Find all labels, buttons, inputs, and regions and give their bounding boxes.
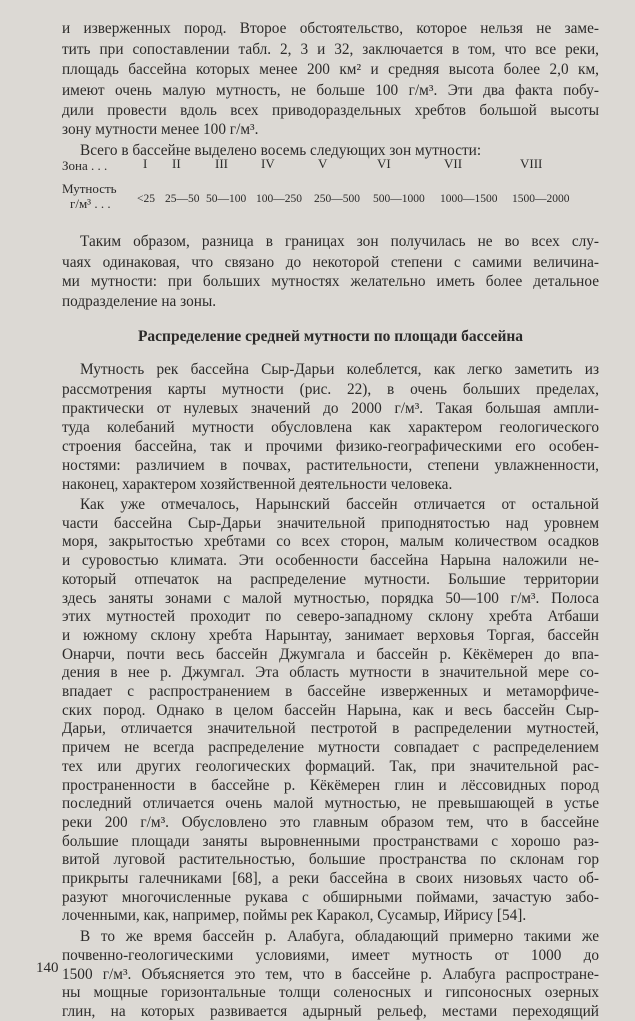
- text-line: разуют многочисленные рукава с обширными поймами, зачастую забо-: [62, 888, 599, 906]
- text-line: здесь заняты зонами с малой мутностью, порядка 50—100 г/м³. Полоса: [62, 589, 599, 607]
- text-line: этих мутностей проходит по северо-западному склону хребта Атбаши: [62, 608, 599, 626]
- range-cell: 1500—2000: [512, 193, 570, 205]
- section-heading: Распределение средней мутности по площади бассейна: [137, 328, 524, 345]
- zone-cell: VII: [444, 156, 463, 171]
- text-line: 1500 г/м³. Объясняется это тем, что в бассейне р. Алабуга распростране-: [62, 965, 599, 983]
- text-line: пространенности в бассейне р. Кёкёмерен глин и лёссовидных пород: [62, 776, 599, 794]
- text-line: большие площади заняты выровненными пространствами с хорошо раз-: [62, 832, 599, 850]
- zone-label: Зона . . .: [62, 158, 108, 173]
- text-line: причем не всегда распределение мутности совпадает с распределением: [62, 739, 599, 757]
- range-cell: 100—250: [256, 193, 302, 205]
- text-line: В то же время бассейн р. Алабуга, обладающий примерно такими же: [80, 928, 599, 946]
- text-line: и южному склону хребта Нарынтау, занимает верховья Торгая, бассейн: [62, 626, 599, 644]
- page-number: 140: [36, 960, 59, 976]
- zone-cell: V: [318, 156, 328, 171]
- text-line: дения в нее р. Джумгал. Эта область мутности в значительной мере со-: [62, 664, 599, 682]
- text-line: лоченными, как, например, поймы рек Каракол, Сусамыр, Ийрису [54].: [62, 907, 527, 925]
- turbidity-unit-label: г/м³ . . .: [70, 196, 111, 211]
- text-line: ны мощные горизонтальные толщи соленосных и гипсоносных озерных: [62, 984, 599, 1002]
- text-line: площадь бассейна которых менее 200 км² и средняя высота более 2,0 км,: [62, 61, 599, 78]
- text-line: витой луговой растительностью, большие пространства по склонам гор: [62, 851, 599, 869]
- range-cell: 500—1000: [373, 193, 425, 205]
- text-line: Онарчи, почти весь бассейн Джумгала и бассейн р. Кёкёмерен до впа-: [62, 645, 599, 663]
- text-line: прикрыты галечниками [68], а реки бассейна в своих низовьях часто об-: [62, 870, 599, 887]
- text-line: почвенно-геологическими условиями, имеет мутность от 1000 до: [62, 946, 599, 964]
- text-line: моря, закрытостью хребтами со всех сторон, малым количеством осадков: [62, 533, 599, 551]
- zone-cell: VI: [377, 156, 391, 171]
- text-line: имеют очень малую мутность, не больше 100 г/м³. Эти два факта побу-: [62, 82, 599, 99]
- text-line: глин, на которых развивается адырный рельеф, местами переходящий: [62, 1002, 599, 1020]
- zone-cell: IV: [261, 156, 275, 171]
- turbidity-label: Мутность: [62, 181, 117, 196]
- text-line: Таким образом, разница в границах зон получилась не во всех слу-: [80, 233, 599, 250]
- text-line: ми мутности: при больших мутностях желательно иметь более детальное: [62, 273, 599, 290]
- range-cell: 50—100: [206, 193, 247, 205]
- text-line: тех или других геологических формаций. Так, при значительной рас-: [62, 757, 599, 775]
- text-line: части бассейна Сыр-Дарьи значительной приподнятостью над уровнем: [62, 514, 599, 532]
- text-line: зону мутности менее 100 г/м³.: [62, 121, 259, 138]
- text-line: Дарьи, отличается значительной пестротой в распределении мутностей,: [62, 720, 599, 738]
- text-line: тить при сопоставлении табл. 2, 3 и 32, заключается в том, что все реки,: [62, 41, 599, 58]
- text-line: наконец, характером хозяйственной деятельности человека.: [62, 476, 453, 493]
- text-line: последний отличается очень малой мутностью, не превышающей в устье: [62, 795, 599, 813]
- text-line: ских пород. Однако в целом бассейн Нарына, как и весь бассейн Сыр-: [62, 701, 599, 719]
- text-line: дили провести вдоль всех приводораздельных хребтов большой высоты: [62, 102, 599, 119]
- zones-intro: Всего в бассейне выделено восемь следующих зон мутности:: [80, 142, 482, 159]
- text-line: Мутность рек бассейна Сыр-Дарьи колеблется, как легко заметить из: [80, 361, 599, 378]
- text-line: который отпечаток на распределение мутности. Большие территории: [62, 570, 599, 588]
- text-line: реки 200 г/м³. Обусловлено это главным образом тем, что в бассейне: [62, 813, 599, 831]
- text-line: рассмотрения карты мутности (рис. 22), в очень больших пределах,: [62, 381, 599, 398]
- range-cell: 1000—1500: [440, 193, 498, 205]
- zone-cell: II: [172, 156, 181, 171]
- text-line: практически от нулевых значений до 2000 г/м³. Такая большая ампли-: [62, 400, 599, 417]
- range-cell: 25—50: [165, 193, 200, 205]
- text-line: строения бассейна, так и прочими физико-географическими его особен-: [62, 438, 599, 455]
- text-line: Как уже отмечалось, Нарынский бассейн отличается от остальной: [80, 496, 599, 513]
- text-line: подразделение на зоны.: [62, 293, 217, 310]
- zone-cell: VIII: [520, 156, 543, 171]
- text-line: и изверженных пород. Второе обстоятельство, которое нельзя не заме-: [62, 20, 599, 37]
- range-cell: <25: [137, 193, 155, 205]
- text-line: ностями: различием в почвах, растительности, степени увлажненности,: [62, 457, 599, 474]
- text-line: впадает с распространением в бассейне изверженных и метаморфиче-: [62, 683, 599, 700]
- text-line: чаях одинаковая, что связано до некоторой степени с самими величина-: [62, 254, 599, 271]
- text-line: туда колебаний мутности обусловлена как характером геологического: [62, 419, 599, 436]
- text-line: и суровостью климата. Эти особенности бассейна Нарына наложили не-: [62, 552, 599, 570]
- zone-cell: III: [215, 156, 228, 171]
- range-cell: 250—500: [314, 193, 360, 205]
- zone-cell: I: [143, 156, 148, 171]
